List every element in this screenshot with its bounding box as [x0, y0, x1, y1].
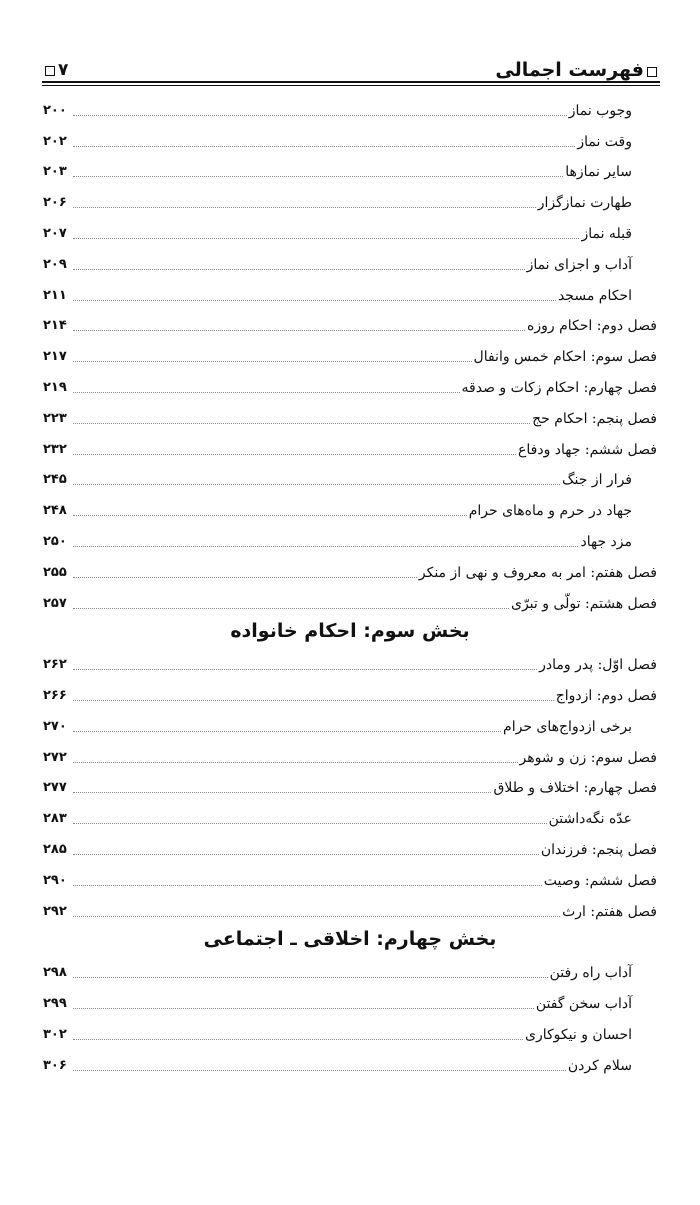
entry-title: وجوب نماز — [568, 102, 632, 119]
entry-page: ۲۴۵ — [43, 472, 67, 488]
entry-title: فصل هفتم: ارث — [562, 903, 657, 920]
entry-page: ۳۰۶ — [43, 1057, 67, 1073]
toc-entry[interactable] — [43, 739, 657, 770]
toc-entry[interactable] — [43, 92, 657, 123]
toc-entry[interactable] — [43, 277, 657, 308]
entry-title: سایر نمازها — [565, 164, 632, 181]
toc-entry[interactable] — [43, 246, 657, 277]
entry-page: ۲۰۳ — [43, 164, 67, 180]
toc-entry[interactable] — [43, 400, 657, 431]
entry-page: ۲۱۹ — [43, 379, 67, 395]
dot-leader — [73, 977, 548, 978]
entry-page: ۲۳۲ — [43, 441, 67, 457]
entry-title: فصل چهارم: اختلاف و طلاق — [493, 780, 657, 797]
toc-entry[interactable] — [43, 985, 657, 1016]
entry-title: برخی ازدواج‌های حرام — [503, 718, 632, 735]
toc-entry[interactable] — [43, 862, 657, 893]
toc-entry[interactable] — [43, 492, 657, 523]
dot-leader — [73, 176, 563, 177]
square-bullet-icon — [647, 67, 657, 77]
dot-leader — [73, 207, 536, 208]
toc-entry[interactable] — [43, 954, 657, 985]
entry-title: آداب و اجزای نماز — [526, 256, 632, 273]
toc-entry[interactable] — [43, 308, 657, 339]
entry-page: ۲۱۴ — [43, 318, 67, 334]
toc-entry[interactable] — [43, 893, 657, 924]
entry-page: ۲۸۳ — [43, 811, 67, 827]
dot-leader — [73, 885, 542, 886]
entry-page: ۲۷۷ — [43, 780, 67, 796]
entry-title: سلام کردن — [567, 1057, 632, 1074]
dot-leader — [73, 577, 417, 578]
entry-title: فصل سوم: زن و شوهر — [519, 749, 657, 766]
entry-title: فصل هشتم: تولّی و تبرّی — [511, 595, 657, 612]
dot-leader — [73, 484, 560, 485]
section-heading: بخش سوم: احکام خانواده — [230, 619, 470, 642]
toc-entry[interactable] — [43, 431, 657, 462]
entry-page: ۲۸۵ — [43, 841, 67, 857]
entry-title: قبله نماز — [581, 225, 632, 242]
dot-leader — [73, 269, 525, 270]
toc-entry[interactable] — [43, 215, 657, 246]
header-page-group — [42, 58, 68, 82]
dot-leader — [73, 1008, 534, 1009]
toc-entry[interactable] — [43, 554, 657, 585]
toc-entry[interactable] — [43, 123, 657, 154]
dot-leader — [73, 300, 556, 301]
entry-page: ۲۰۰ — [43, 102, 67, 118]
entry-title: فصل پنجم: احکام حج — [532, 410, 657, 427]
toc-entry[interactable] — [43, 800, 657, 831]
entry-page: ۲۴۸ — [43, 503, 67, 519]
dot-leader — [73, 546, 578, 547]
dot-leader — [73, 330, 525, 331]
dot-leader — [73, 1039, 523, 1040]
entry-page: ۲۹۸ — [43, 965, 67, 981]
entry-title: فصل هفتم: امر به معروف و نهی از منکر — [418, 564, 657, 581]
dot-leader — [73, 361, 472, 362]
dot-leader — [73, 423, 530, 424]
entry-page: ۲۷۲ — [43, 749, 67, 765]
toc-entry[interactable] — [43, 1047, 657, 1078]
running-header — [42, 52, 660, 82]
entry-title: مزد جهاد — [580, 533, 632, 550]
dot-leader — [73, 392, 460, 393]
dot-leader — [73, 515, 467, 516]
entry-title: آداب راه رفتن — [549, 965, 632, 982]
entry-title: فرار از جنگ — [561, 472, 632, 489]
entry-title: فصل دوم: ازدواج — [555, 687, 657, 704]
entry-page: ۲۶۶ — [43, 687, 67, 703]
entry-page: ۲۵۷ — [43, 595, 67, 611]
page-number: ۷ — [58, 60, 69, 80]
entry-page: ۲۰۷ — [43, 225, 67, 241]
entry-page: ۲۹۲ — [43, 903, 67, 919]
dot-leader — [73, 700, 554, 701]
entry-page: ۲۲۳ — [43, 410, 67, 426]
toc-entry[interactable] — [43, 369, 657, 400]
toc-entry[interactable] — [43, 831, 657, 862]
entry-title: فصل چهارم: احکام زکات و صدقه — [461, 379, 657, 396]
entry-page: ۲۷۰ — [43, 718, 67, 734]
entry-title: وقت نماز — [577, 133, 632, 150]
toc-entry[interactable] — [43, 770, 657, 801]
entry-page: ۲۶۲ — [43, 657, 67, 673]
entry-title: فصل ششم: جهاد ودفاع — [518, 441, 657, 458]
header-rule — [42, 81, 660, 83]
entry-page: ۲۱۱ — [43, 287, 67, 303]
entry-title: جهاد در حرم و ماه‌های حرام — [468, 503, 632, 520]
table-of-contents — [43, 92, 657, 1078]
entry-page: ۲۹۹ — [43, 995, 67, 1011]
entry-page: ۲۹۰ — [43, 872, 67, 888]
entry-title: فصل اوّل: پدر ومادر — [539, 657, 657, 674]
entry-page: ۲۰۲ — [43, 133, 67, 149]
entry-page: ۲۵۰ — [43, 533, 67, 549]
header-title-group — [495, 58, 660, 82]
dot-leader — [73, 823, 547, 824]
toc-entry[interactable] — [43, 677, 657, 708]
toc-entry[interactable] — [43, 154, 657, 185]
toc-entry[interactable] — [43, 184, 657, 215]
toc-entry[interactable] — [43, 708, 657, 739]
entry-title: فصل دوم: احکام روزه — [527, 318, 657, 335]
section-heading: بخش چهارم: اخلاقی ـ اجتماعی — [203, 927, 497, 950]
dot-leader — [73, 115, 567, 116]
entry-title: فصل پنجم: فرزندان — [540, 841, 657, 858]
entry-page: ۲۱۷ — [43, 349, 67, 365]
dot-leader — [73, 1070, 566, 1071]
entry-page: ۲۵۵ — [43, 564, 67, 580]
dot-leader — [73, 854, 539, 855]
dot-leader — [73, 731, 501, 732]
entry-page: ۲۰۹ — [43, 256, 67, 272]
header-title: فهرست اجمالی — [495, 59, 644, 81]
entry-title: احسان و نیکوکاری — [525, 1026, 632, 1043]
toc-entry[interactable] — [43, 585, 657, 616]
dot-leader — [73, 669, 537, 670]
dot-leader — [73, 608, 509, 609]
entry-title: احکام مسجد — [557, 287, 632, 304]
dot-leader — [73, 792, 491, 793]
entry-page: ۳۰۲ — [43, 1026, 67, 1042]
entry-title: فصل ششم: وصیت — [543, 872, 657, 889]
toc-entry[interactable] — [43, 462, 657, 493]
dot-leader — [73, 762, 518, 763]
toc-entry[interactable] — [43, 338, 657, 369]
header-rule-thin — [42, 85, 660, 86]
entry-title: فصل سوم: احکام خمس وانفال — [473, 349, 657, 366]
entry-title: طهارت نمازگزار — [537, 195, 632, 212]
dot-leader — [73, 146, 575, 147]
toc-entry[interactable] — [43, 523, 657, 554]
toc-entry[interactable] — [43, 646, 657, 677]
entry-page: ۲۰۶ — [43, 195, 67, 211]
entry-title: عدّه نگه‌داشتن — [548, 811, 632, 828]
dot-leader — [73, 916, 560, 917]
toc-entry[interactable] — [43, 1016, 657, 1047]
dot-leader — [73, 238, 579, 239]
square-bullet-icon — [45, 66, 55, 76]
entry-title: آداب سخن گفتن — [535, 995, 632, 1012]
dot-leader — [73, 454, 516, 455]
